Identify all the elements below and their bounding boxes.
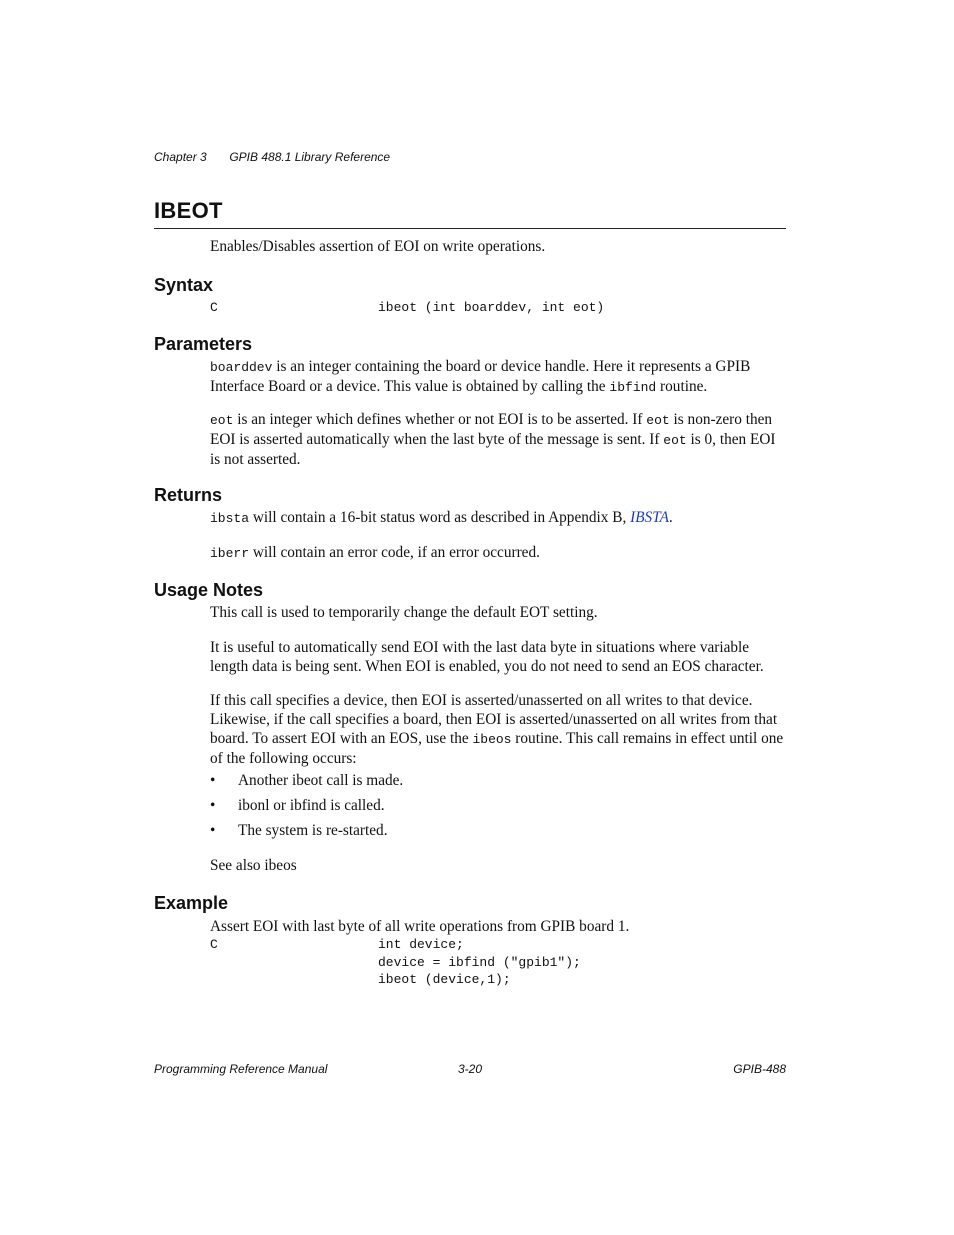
usage-p2: It is useful to automatically send EOI with the last data byte in situations where variable length data is being sent. When EOI is enabled, you do not need to send an EOS character. [210,639,764,675]
footer-left: Programming Reference Manual [154,1062,328,1076]
title-rule [154,228,786,229]
usage-p3 [210,691,785,768]
code-iberr: iberr [210,546,250,561]
ibsta-link[interactable]: IBSTA [630,509,669,526]
usage-p3-text1: If this call specifies a device, then EOI is asserted/unasserted on all writes to that device. Likewise, if the call specifies a board, then EOI is asserted/unasserted on all writes from that board. To assert EOI with an EOS, use the [210,692,778,747]
example-code-line: ibeot (device,1); [378,972,511,987]
intro-text: Enables/Disables assertion of EOI on write operations. [210,238,546,255]
param-eot-text2: is non-zero then EOI is asserted automatically when the last byte of the message is sent. If [210,411,773,448]
returns-iberr-text: will contain an error code, if an error occurred. [249,544,540,561]
param-eot [210,410,785,469]
see-also: See also ibeos [210,857,297,874]
returns-iberr [210,543,785,563]
list-item [210,797,385,815]
syntax-heading: Syntax [154,275,214,295]
footer-right: GPIB-488 [733,1062,786,1076]
code-eot-3: eot [663,433,687,448]
code-ibfind: ibfind [609,380,657,395]
example-heading: Example [154,893,229,913]
code-ibsta: ibsta [210,511,250,526]
footer-page-number: 3-20 [458,1062,483,1076]
returns-heading: Returns [154,485,223,505]
list-item [210,772,403,790]
example-lang: C [210,937,218,952]
bullet-text: Another ibeot call is made. [238,772,404,789]
param-eot-text1: is an integer which defines whether or not EOI is to be asserted. If [233,411,647,428]
returns-ibsta [210,508,785,528]
param-eot-text3: is 0, then EOI is not asserted. [210,431,776,468]
bullet-icon: • [210,822,216,839]
code-eot-2: eot [646,413,670,428]
param-boarddev-text: is an integer containing the board or device handle. Here it represents a GPIB Interface Board or a device. This value is obtained by calling the [210,358,751,395]
code-boarddev: boarddev [210,360,273,375]
code-ibeos: ibeos [472,732,512,747]
usage-heading: Usage Notes [154,580,264,600]
parameters-heading: Parameters [154,334,253,354]
syntax-lang: C [210,300,218,315]
returns-ibsta-end: . [668,509,673,526]
header-chapter: Chapter 3 [154,150,207,164]
example-code-line: int device; [378,937,464,952]
bullet-text: The system is re-started. [238,822,388,839]
example-code-line: device = ibfind ("gpib1"); [378,955,581,970]
running-header [154,150,390,164]
list-item [210,822,388,840]
bullet-text: ibonl or ibfind is called. [238,797,385,814]
syntax-code: ibeot (int boarddev, int eot) [378,300,605,315]
usage-p1: This call is used to temporarily change the default EOT setting. [210,604,598,621]
page-title: IBEOT [154,198,223,223]
param-boarddev-end: routine. [656,378,708,395]
usage-p3-text2: routine. This call remains in effect until one of the following occurs: [210,730,784,767]
header-section-title: GPIB 488.1 Library Reference [229,150,391,164]
example-intro: Assert EOI with last byte of all write operations from GPIB board 1. [210,918,630,935]
bullet-icon: • [210,797,216,814]
returns-ibsta-text: will contain a 16-bit status word as described in Appendix B, [249,509,631,526]
param-boarddev [210,357,785,397]
bullet-icon: • [210,772,216,789]
code-eot: eot [210,413,234,428]
